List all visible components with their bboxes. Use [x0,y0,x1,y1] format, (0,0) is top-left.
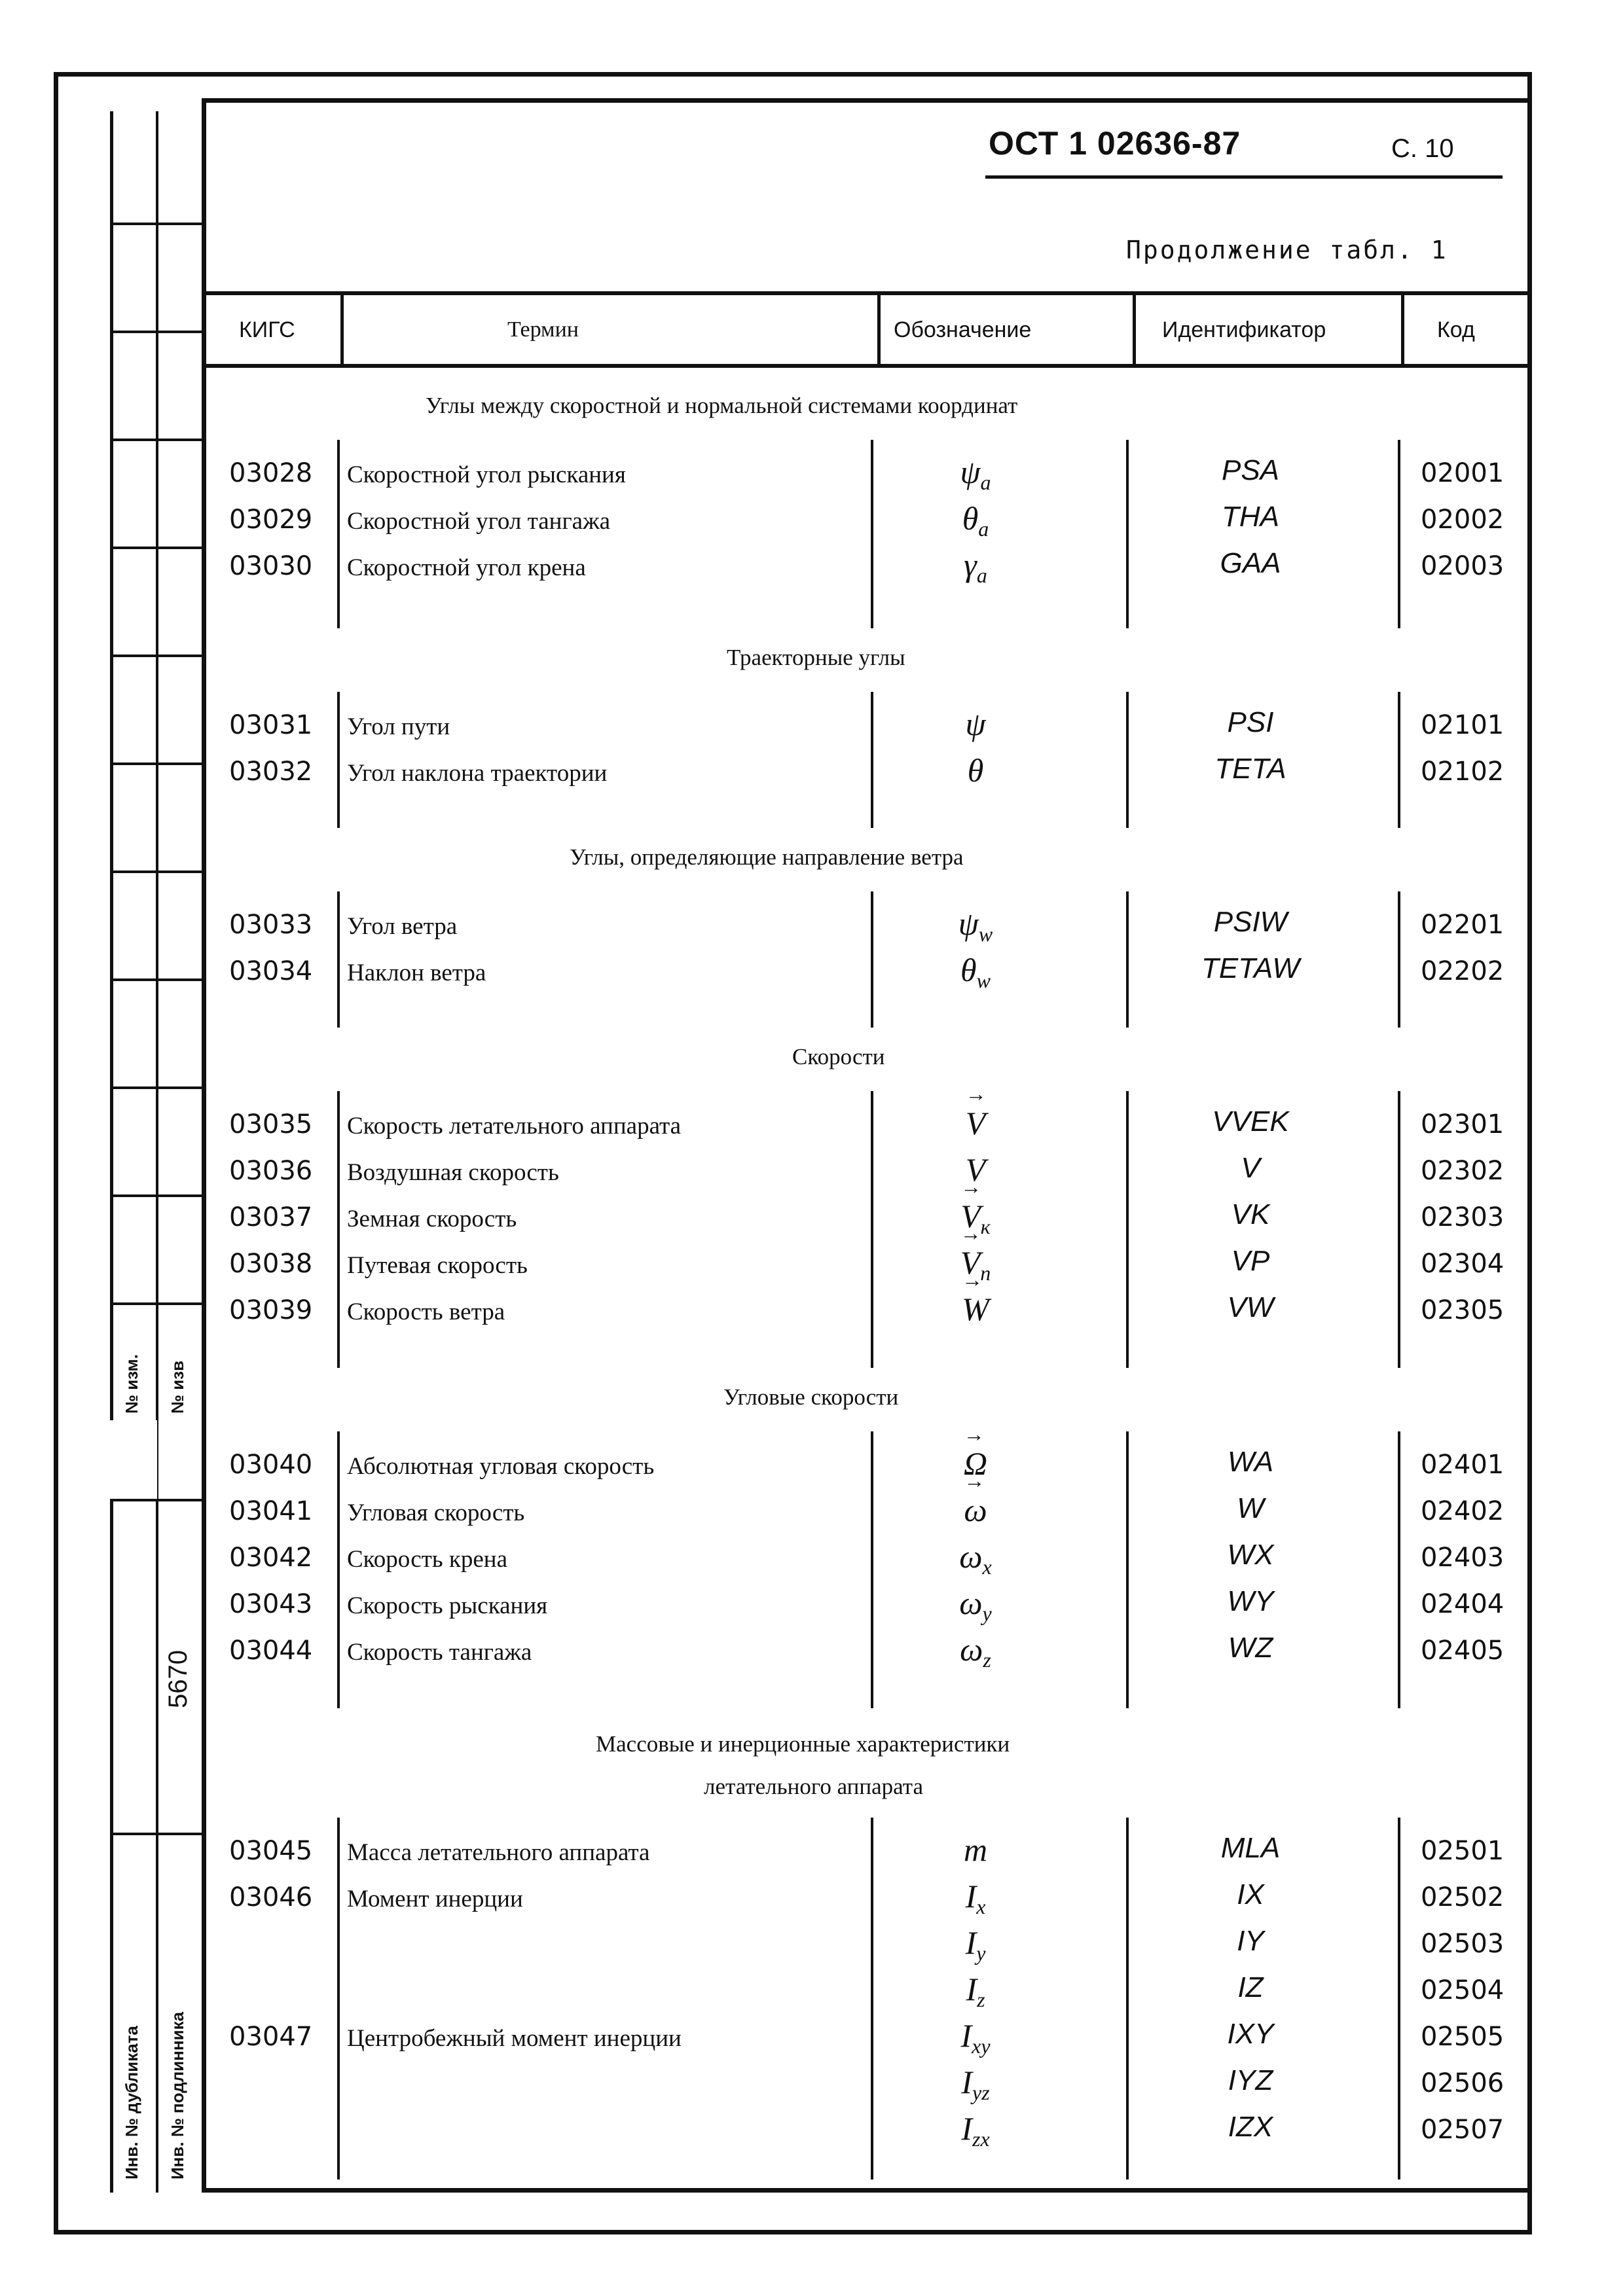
column-divider [871,692,873,828]
data-code: 02303 [1421,1202,1504,1232]
symbol-subscript: a [978,517,989,541]
symbol [930,1831,1021,1869]
section-title: Скорости [792,1044,885,1069]
header-code: Код [1437,317,1475,342]
identifier: WY [1227,1585,1274,1617]
symbol-main: → W [962,1290,989,1328]
identifier: THA [1222,501,1279,533]
symbol-subscript: y [976,1941,986,1965]
identifier: V [1241,1152,1260,1184]
header-identifier: Идентификатор [1162,317,1326,342]
symbol-main: → V [966,1104,986,1142]
symbol-main: I [965,1924,977,1961]
kigs-code: 03038 [229,1249,313,1279]
column-divider [1126,1091,1129,1368]
symbol-main: I [966,1971,977,2007]
symbol-subscript: z [983,1648,991,1672]
column-divider [1126,1431,1129,1708]
symbol-subscript: yz [972,2081,990,2104]
symbol [930,499,1021,541]
strip-line [110,331,202,333]
identifier: WX [1227,1539,1274,1571]
column-divider [337,891,340,1028]
term-text: Скорость крена [347,1546,508,1573]
data-code: 02401 [1421,1450,1504,1480]
term-text: Скорость рыскания [347,1592,548,1619]
kigs-code: 03041 [229,1496,313,1526]
identifier: TETA [1214,753,1286,785]
term-text: Скоростной угол крена [347,554,586,581]
data-code: 02201 [1421,910,1504,940]
symbol-main: → V [960,1244,981,1282]
symbol-subscript: a [976,564,987,587]
side-label-inv-dubl: Инв. № дубликата [122,2026,141,2179]
identifier: IY [1237,1925,1264,1957]
strip-line [110,1302,202,1305]
data-code: 02405 [1421,1636,1504,1666]
data-code: 02403 [1421,1543,1504,1573]
data-code: 02003 [1421,551,1504,581]
symbol-subscript: x [982,1555,992,1579]
identifier: VP [1231,1245,1270,1277]
symbol [930,2109,1021,2151]
symbol [930,1104,1021,1142]
strip-gap [110,1420,157,1499]
data-code: 02506 [1421,2068,1504,2098]
term-text: Воздушная скорость [347,1159,559,1186]
symbol-main: ψ [965,706,986,742]
kigs-code: 03032 [229,757,313,787]
term-text: Угол наклона траектории [347,760,608,787]
strip-line [110,223,202,225]
document-code: ОСТ 1 02636-87 [989,125,1241,162]
section-title: Углы, определяющие направление ветра [570,844,964,870]
identifier: IX [1237,1878,1264,1910]
strip-line [110,655,202,657]
kigs-code: 03028 [229,458,313,488]
identifier: VK [1231,1198,1270,1230]
term-text: Абсолютная угловая скорость [347,1453,655,1480]
identifier: WA [1227,1446,1274,1478]
term-text: Центробежный момент инерции [347,2025,682,2052]
kigs-code: 03047 [229,2022,313,2052]
data-code: 02305 [1421,1295,1504,1325]
symbol [930,546,1021,588]
strip-line [110,1833,202,1835]
kigs-code: 03039 [229,1295,313,1325]
term-text: Скоростной угол тангажа [347,508,611,535]
strip-line [110,1194,202,1197]
symbol-main: → V [960,1197,981,1235]
symbol-main: I [960,2017,972,2054]
section-title: Траекторные углы [727,645,905,670]
kigs-code: 03030 [229,551,313,581]
identifier: PSIW [1213,906,1288,938]
symbol-subscript: xy [972,2034,991,2058]
term-text: Угол пути [347,713,450,740]
column-divider [871,891,873,1028]
column-divider [871,440,873,628]
symbol [930,1537,1021,1579]
identifier: VVEK [1212,1105,1289,1138]
data-code: 02304 [1421,1249,1504,1279]
symbol-subscript: п [980,1261,991,1285]
kigs-code: 03031 [229,710,313,740]
identifier: IZX [1228,2111,1273,2143]
page-number: С. 10 [1391,134,1454,163]
strip-line [110,1499,202,1501]
symbol-main: V [965,1151,986,1188]
column-divider [1398,1431,1400,1708]
symbol-main: γ [964,547,977,583]
identifier: PSA [1221,454,1280,486]
symbol-subscript: a [980,471,991,494]
identifier: VW [1227,1291,1274,1323]
column-divider [1398,1091,1400,1368]
header-divider [1133,293,1136,366]
strip-line [110,978,202,981]
column-divider [1126,440,1129,628]
column-divider [1126,692,1129,828]
document-code-underline [985,175,1503,179]
symbol-subscript: y [982,1602,992,1625]
symbol-main: → Ω [964,1444,987,1482]
term-text: Скорость ветра [347,1299,505,1325]
symbol-main: ψ [958,905,979,942]
term-text: Скорость летательного аппарата [347,1113,682,1139]
section-title: Массовые и инерционные характеристики [596,1731,1010,1757]
symbol [930,951,1021,993]
header-divider [1401,293,1404,366]
symbol [930,751,1021,789]
term-text: Угловая скорость [347,1499,525,1526]
table-continuation: Продолжение табл. 1 [1126,236,1448,264]
column-divider [337,1818,340,2179]
column-divider [337,1091,340,1368]
column-divider [1398,891,1400,1028]
section-title-continued: летательного аппарата [704,1774,924,1799]
strip-line [110,1086,202,1089]
data-code: 02404 [1421,1589,1504,1619]
symbol [930,1491,1021,1529]
column-divider [871,1431,873,1708]
data-code: 02504 [1421,1975,1504,2005]
column-divider [1126,1818,1129,2179]
term-text: Скоростной угол рыскания [347,461,626,488]
header-kigs: КИГС [239,317,295,342]
symbol [930,2063,1021,2105]
header-divider [340,293,344,366]
kigs-code: 03044 [229,1636,313,1666]
symbol-subscript: x [976,1895,986,1918]
symbol [930,1970,1021,2012]
identifier: W [1237,1492,1264,1524]
identifier: IYZ [1228,2064,1273,2096]
header-divider [877,293,881,366]
column-divider [1398,1818,1400,2179]
data-code: 02505 [1421,2022,1504,2052]
strip-line [110,439,202,441]
term-text: Земная скорость [347,1206,517,1232]
side-label-inv-podl: Инв. № подлинника [168,2011,187,2179]
data-code: 02502 [1421,1882,1504,1912]
symbol [930,1924,1021,1965]
symbol-subscript: к [980,1215,991,1238]
term-text: Масса летательного аппарата [347,1839,650,1866]
data-code: 02101 [1421,710,1504,740]
column-divider [1398,440,1400,628]
symbol-subscript: z [977,1988,985,2011]
data-code: 02301 [1421,1109,1504,1139]
symbol [930,1290,1021,1328]
kigs-code: 03045 [229,1836,313,1866]
header-term: Термин [507,317,579,342]
symbol [930,2017,1021,2058]
strip-line [110,762,202,765]
section-title: Угловые скорости [723,1384,899,1410]
data-code: 02402 [1421,1496,1504,1526]
symbol-main: ω [959,1538,983,1575]
kigs-code: 03043 [229,1589,313,1619]
symbol [930,1630,1021,1672]
column-divider [337,1431,340,1708]
inv-number: 5670 [164,1650,192,1708]
symbol-main: θ [967,752,984,789]
term-text: Скорость тангажа [347,1639,532,1666]
data-code: 02302 [1421,1156,1504,1186]
strip-line [110,870,202,873]
data-code: 02501 [1421,1836,1504,1866]
side-label-izm: № изм. [122,1354,141,1414]
identifier: PSI [1227,706,1274,738]
symbol-main: ω [960,1631,983,1668]
table-header-top [202,291,1532,295]
symbol-subscript: zx [972,2127,990,2151]
data-code: 02002 [1421,505,1504,535]
column-divider [871,1818,873,2179]
side-strip-divider [156,111,158,2193]
kigs-code: 03035 [229,1109,313,1139]
section-title: Углы между скоростной и нормальной системами координат [426,393,1018,418]
strip-line [110,547,202,549]
column-divider [871,1091,873,1368]
data-code: 02503 [1421,1929,1504,1959]
identifier: IXY [1227,2018,1274,2050]
symbol-main: I [961,2064,972,2100]
kigs-code: 03036 [229,1156,313,1186]
term-text: Угол ветра [347,913,458,940]
symbol-main: ψ [960,454,981,490]
kigs-code: 03037 [229,1202,313,1232]
column-divider [337,692,340,828]
data-code: 02001 [1421,458,1504,488]
symbol-main: θ [960,952,977,988]
identifier: GAA [1220,547,1281,579]
kigs-code: 03040 [229,1450,313,1480]
symbol [930,1584,1021,1626]
symbol-main: θ [962,500,979,537]
symbol [930,1877,1021,1919]
column-divider [337,440,340,628]
term-text: Наклон ветра [347,960,486,986]
symbol [930,453,1021,495]
term-text: Момент инерции [347,1886,523,1912]
symbol-main: ω [959,1585,983,1621]
symbol [930,905,1021,946]
kigs-code: 03046 [229,1882,313,1912]
kigs-code: 03029 [229,505,313,535]
symbol-subscript: w [976,969,991,992]
kigs-code: 03034 [229,956,313,986]
symbol-main: → ω [964,1491,987,1529]
symbol-main: I [961,2110,972,2147]
term-text: Путевая скорость [347,1252,528,1279]
symbol-main: m [963,1831,988,1868]
identifier: IZ [1237,1971,1264,2003]
kigs-code: 03033 [229,910,313,940]
symbol [930,705,1021,743]
kigs-code: 03042 [229,1543,313,1573]
symbol-subscript: w [978,922,993,946]
column-divider [1126,891,1129,1028]
column-divider [1398,692,1400,828]
data-code: 02102 [1421,757,1504,787]
table-header-bottom [202,364,1532,368]
symbol-main: I [965,1878,977,1914]
identifier: MLA [1220,1832,1281,1864]
header-symbol: Обозначение [894,317,1032,342]
data-code: 02202 [1421,956,1504,986]
identifier: WZ [1228,1632,1273,1664]
side-label-izv: № изв [168,1360,187,1414]
data-code: 02507 [1421,2115,1504,2145]
identifier: TETAW [1201,952,1300,984]
